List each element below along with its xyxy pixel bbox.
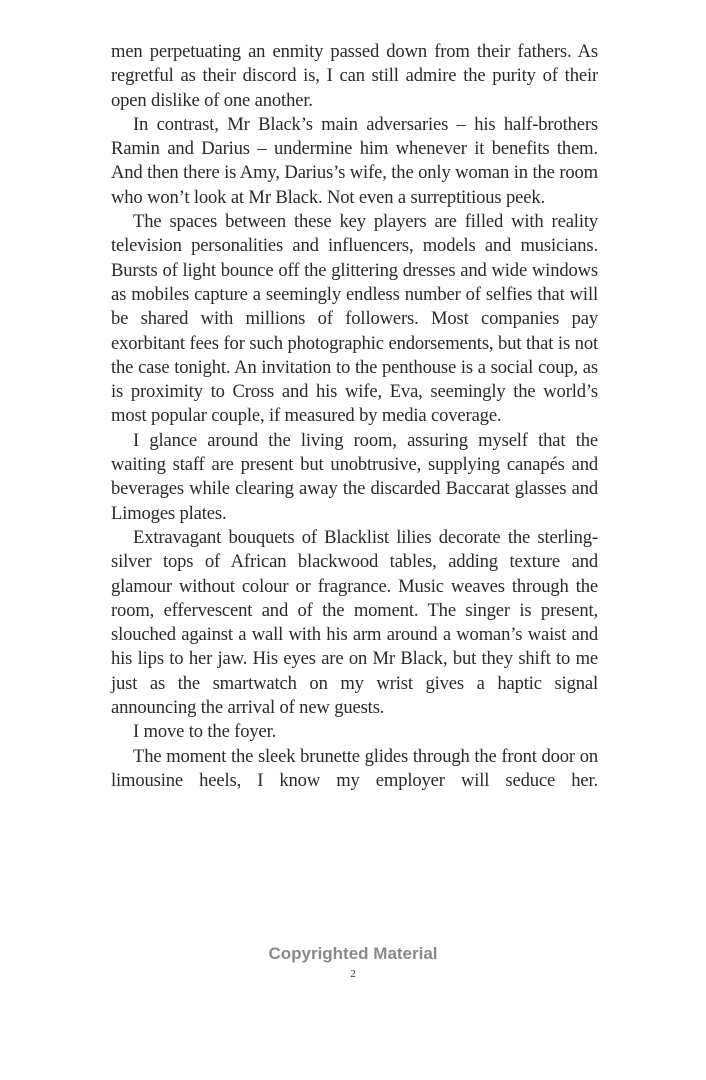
paragraph: In contrast, Mr Black’s main adversaries – his half-brothers Ramin and Darius – undermine him whenever it benefits them. And then there is Amy, Darius’s wife, the only woman in the room who won’t look at Mr Black. Not even a surreptitious peek. bbox=[111, 113, 598, 208]
copyright-watermark: Copyrighted Material bbox=[268, 944, 438, 963]
paragraph: I move to the foyer. bbox=[133, 721, 277, 743]
book-page-body bbox=[111, 40, 598, 793]
paragraph: I glance around the living room, assuring myself that the waiting staff are present but unobtrusive, supplying canapés and beverages while clearing away the discarded Baccarat glasses and Limoges plates. bbox=[111, 429, 598, 524]
paragraph-continuation: men perpetuating an enmity passed down from their fathers. As regretful as their discord is, I can still admire the purity of their open dislike of one another. bbox=[111, 41, 598, 111]
paragraph: The spaces between these key players are filled with reality television personalities and influencers, models and musicians. Bursts of light bounce off the glittering dresses and wide windows as mobiles capture a seemingly endless number of selfies that will be shared with millions of followers. Most companies pay exorbitant fees for such photographic endorsements, but that is not the case tonight. An invitation to the penthouse is a social coup, as is proximity to Cross and his wife, Eva, seemingly the world’s most popular couple, if measured by media coverage. bbox=[111, 211, 598, 427]
paragraph: Extravagant bouquets of Blacklist lilies decorate the sterling-silver tops of African blackwood tables, adding texture and glamour without colour or fragrance. Music weaves through the room, effervescent and of the moment. The singer is present, slouched against a wall with his arm around a woman’s waist and his lips to her jaw. His eyes are on Mr Black, but they shift to me just as the smartwatch on my wrist gives a haptic signal announcing the arrival of new guests. bbox=[111, 526, 598, 719]
page-number: 2 bbox=[350, 968, 356, 980]
paragraph-last: The moment the sleek brunette glides through the front door on limousine heels, I know my employer will seduce her. bbox=[111, 745, 598, 791]
